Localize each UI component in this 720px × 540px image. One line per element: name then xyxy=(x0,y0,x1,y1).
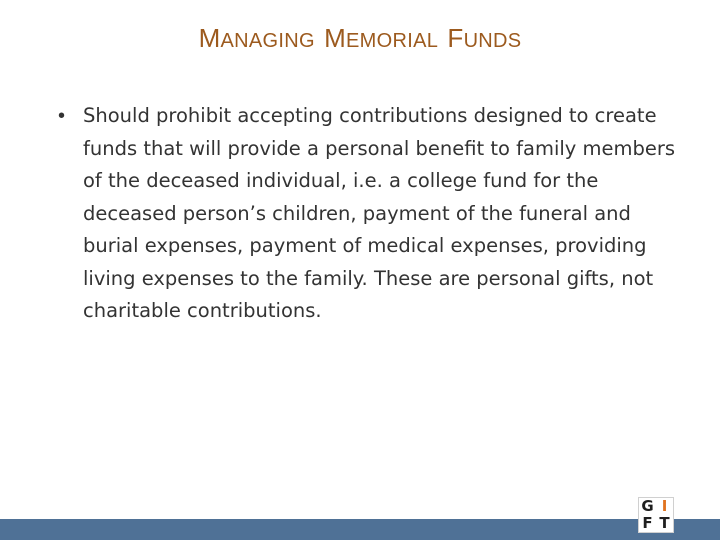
bullet-marker: • xyxy=(58,105,66,127)
title-word1-initial: M xyxy=(198,23,221,53)
title-word1-rest: ANAGING xyxy=(220,30,315,52)
gift-logo xyxy=(638,497,674,533)
title-word3-rest: UNDS xyxy=(463,30,522,52)
title-word2-rest: EMORIAL xyxy=(346,30,439,52)
title-word3-initial: F xyxy=(447,23,464,53)
logo-letter-i: I xyxy=(661,497,668,515)
title-word2-initial: M xyxy=(324,23,347,53)
slide-title xyxy=(0,18,720,55)
logo-letter-t: T xyxy=(659,514,670,532)
bullet-item xyxy=(58,100,678,328)
slide-content xyxy=(58,100,678,328)
footer-bar xyxy=(0,519,720,540)
logo-letter-f: F xyxy=(642,514,653,532)
bullet-text: Should prohibit accepting contributions designed to create funds that will provide a personal benefit to family members of the deceased individual, i.e. a college fund for the deceased person’s children, payment of the funeral and burial expenses, payment of medical expenses, providing living expenses to the family. These are personal gifts, not charitable contributions. xyxy=(83,104,676,322)
logo-letter-g: G xyxy=(641,497,654,515)
